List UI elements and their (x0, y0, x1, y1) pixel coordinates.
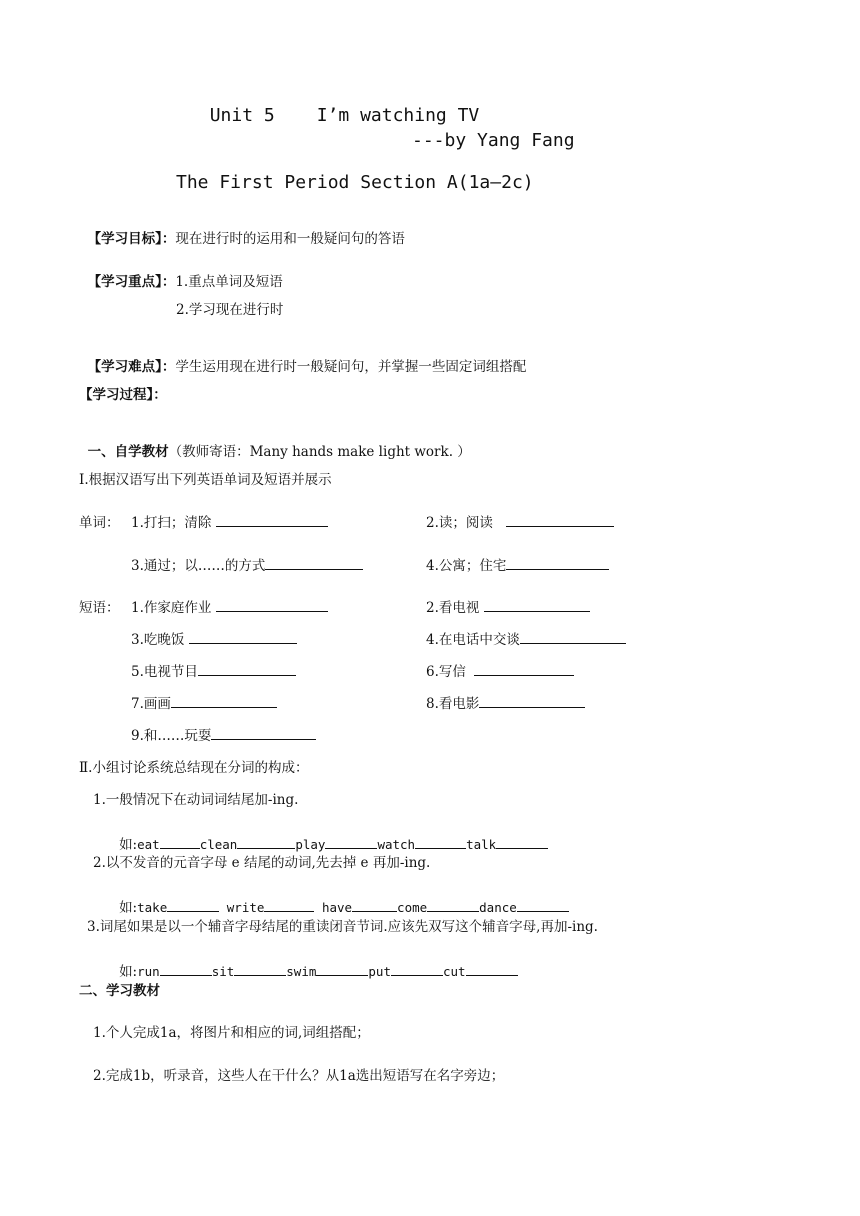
objective-text: 现在进行时的运用和一般疑问句的答语 (175, 230, 405, 247)
phrase-item-7: 7.画画 (131, 698, 277, 712)
phrase-blank-9[interactable] (211, 738, 316, 740)
section1-heading: 一、自学教材 (87, 443, 169, 460)
phrase-blank-3[interactable] (189, 642, 297, 644)
section2-step-1: 1.个人完成1a，将图片和相应的词,词组搭配； (93, 1025, 370, 1041)
phrase-item-3: 3.吃晚饭 (131, 634, 297, 648)
difficulty-text: 学生运用现在进行时一般疑问句，并掌握一些固定词组搭配 (175, 358, 527, 375)
section1-heading-row (79, 432, 471, 459)
phrase-item-4: 4.在电话中交谈 (426, 634, 626, 648)
rule3-blank-run[interactable] (160, 974, 212, 976)
rule2-examples: 如:take write have come dance (104, 889, 569, 915)
phrase-blank-5[interactable] (198, 674, 296, 676)
keypoints-label: 【学习重点】： (87, 273, 176, 290)
phrase-item-5: 5.电视节目 (131, 666, 296, 680)
rule1-blank-eat[interactable] (160, 847, 200, 849)
rule3-blank-put[interactable] (391, 974, 443, 976)
process-label: 【学习过程】： (79, 387, 167, 403)
part2-title: Ⅱ.小组讨论系统总结现在分词的构成： (79, 760, 309, 776)
word-blank-2[interactable] (506, 525, 614, 527)
phrase-blank-7[interactable] (171, 706, 277, 708)
rule1-examples: 如:eat clean play watch talk (104, 826, 548, 852)
rule3-blank-swim[interactable] (316, 974, 368, 976)
words-label: 单词： (79, 515, 120, 531)
rule2-blank-have[interactable] (352, 910, 397, 912)
section2-step-2: 2.完成1b，听录音，这些人在干什么？从1a选出短语写在名字旁边； (93, 1068, 505, 1084)
author-line: ---by Yang Fang (412, 130, 575, 151)
word-blank-3[interactable] (265, 568, 363, 570)
part1-title: I.根据汉语写出下列英语单词及短语并展示 (79, 472, 332, 488)
rule3-blank-sit[interactable] (234, 974, 286, 976)
objective-label: 【学习目标】： (87, 230, 176, 247)
teacher-motto: （教师寄语：Many hands make light work. ） (168, 443, 471, 460)
keypoint-2: 2.学习现在进行时 (176, 302, 284, 318)
rule3-blank-cut[interactable] (466, 974, 518, 976)
word-item-2: 2.读；阅读 (426, 517, 614, 531)
word-item-1: 1.打扫；清除 (131, 517, 328, 531)
phrase-item-8: 8.看电影 (426, 698, 585, 712)
phrase-blank-2[interactable] (484, 610, 590, 612)
word-blank-4[interactable] (506, 568, 609, 570)
rule-1: 1.一般情况下在动词词结尾加-ing. (93, 792, 299, 808)
section2-heading: 二、学习教材 (79, 983, 160, 999)
phrase-blank-1[interactable] (216, 610, 328, 612)
rule1-blank-play[interactable] (325, 847, 377, 849)
objective-row (79, 219, 405, 246)
phrase-item-6: 6.写信 (426, 666, 574, 680)
unit-name: I’m watching TV (316, 105, 480, 126)
rule2-blank-dance[interactable] (517, 910, 569, 912)
rule3-examples: 如:run sit swim put cut (104, 953, 518, 979)
rule2-blank-come[interactable] (427, 910, 479, 912)
difficulty-row (79, 347, 526, 374)
period-line: The First Period Section A(1a—2c) (176, 172, 534, 193)
phrase-blank-6[interactable] (474, 674, 574, 676)
phrase-item-1: 1.作家庭作业 (131, 602, 328, 616)
word-blank-1[interactable] (216, 525, 328, 527)
phrase-blank-8[interactable] (479, 706, 585, 708)
unit-title (188, 89, 479, 125)
keypoint-1: 1.重点单词及短语 (175, 273, 283, 290)
phrase-blank-4[interactable] (520, 642, 626, 644)
word-item-3: 3.通过；以……的方式 (131, 560, 363, 574)
difficulty-label: 【学习难点】： (87, 358, 176, 375)
rule1-blank-clean[interactable] (237, 847, 295, 849)
rule1-blank-talk[interactable] (496, 847, 548, 849)
phrase-item-9: 9.和……玩耍 (131, 730, 316, 744)
phrases-label: 短语： (79, 600, 120, 616)
rule-3: 3.词尾如果是以一个辅音字母结尾的重读闭音节词.应该先双写这个辅音字母,再加-ing. (87, 919, 598, 935)
rule2-blank-write[interactable] (264, 910, 314, 912)
keypoints-row (79, 262, 283, 289)
phrase-item-2: 2.看电视 (426, 602, 590, 616)
rule2-blank-take[interactable] (167, 910, 219, 912)
rule1-blank-watch[interactable] (415, 847, 466, 849)
rule-2: 2.以不发音的元音字母 e 结尾的动词,先去掉 e 再加-ing. (93, 855, 431, 871)
word-item-4: 4.公寓；住宅 (426, 560, 609, 574)
unit-number: Unit 5 (209, 105, 275, 126)
